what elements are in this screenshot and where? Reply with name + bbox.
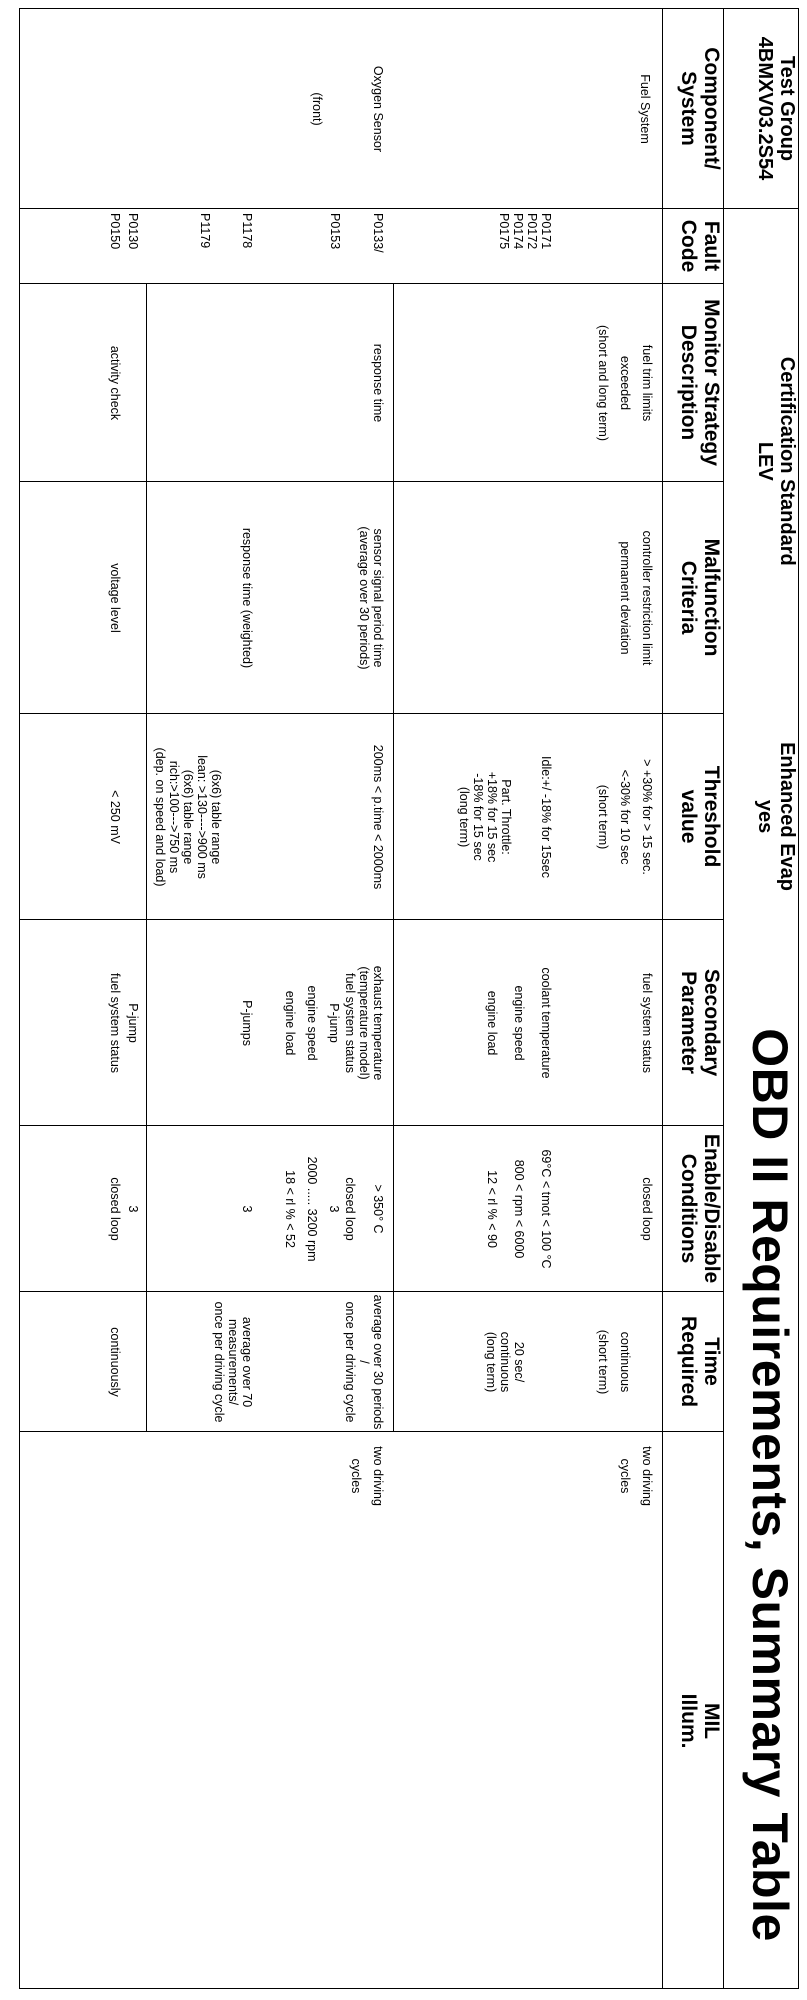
threshold-cell: [20, 714, 663, 920]
threshold-text: (6x6) table range: [181, 769, 195, 865]
monitor-text: response time: [371, 343, 385, 423]
title-cell: [724, 920, 799, 1989]
mil-text: two driving: [640, 1446, 654, 1506]
threshold-text: Idle:+/ -18% for 15sec: [539, 756, 553, 879]
col-header-text: MIL: [700, 1702, 723, 1740]
monitor-strategy-cell: [20, 284, 663, 482]
col-header-text: Illum.: [677, 1693, 700, 1749]
malfunction-text: voltage level: [108, 563, 122, 633]
col-header-text: Component/: [700, 47, 723, 170]
col-header-component: [663, 9, 724, 209]
secondary-text: fuel system status: [640, 973, 654, 1074]
enable-text: 800 < rpm < 6000: [512, 1159, 526, 1259]
row-divider: [393, 714, 394, 919]
col-header-text: Fault: [700, 220, 723, 272]
malfunction-cell: [20, 482, 663, 714]
col-header-text: Parameter: [677, 971, 700, 1074]
enable-text: 12 < rl % < 90: [485, 1170, 499, 1248]
secondary-text: P-jump: [126, 1003, 140, 1043]
secondary-text: engine load: [485, 990, 499, 1056]
secondary-text: P-jump: [327, 1003, 341, 1043]
col-header-text: Secondary: [700, 968, 723, 1077]
row-divider: [146, 1292, 147, 1431]
code: P0150: [108, 213, 122, 250]
monitor-text: exceeded: [618, 355, 632, 411]
monitor-text: activity check: [108, 345, 122, 421]
enable-text: closed loop: [108, 1177, 122, 1241]
enable-text: 3: [126, 1205, 140, 1213]
threshold-text: < 250 mV: [108, 790, 122, 844]
row-divider: [393, 284, 394, 481]
col-header-text: Threshold: [700, 765, 723, 868]
component-oxygen-sensor: Oxygen Sensor: [371, 65, 385, 153]
secondary-text: engine speed: [512, 985, 526, 1061]
component-fuel-system: Fuel System: [638, 74, 652, 144]
row-divider: [393, 1126, 394, 1291]
evap-cell: [724, 714, 799, 920]
time-text: continuous: [498, 1331, 512, 1393]
time-text: measurements/: [226, 1318, 240, 1406]
enable-text: 18 < rl % < 52: [283, 1170, 297, 1248]
time-text: continuously: [108, 1327, 122, 1397]
test-group-value: 4BMXV03.2S54: [754, 36, 776, 181]
secondary-text: engine speed: [305, 985, 319, 1061]
threshold-text: (dep. on speed and load): [153, 747, 167, 887]
secondary-text: engine load: [283, 990, 297, 1056]
time-text: once per driving cycle: [212, 1301, 226, 1423]
col-header-secondary: [663, 920, 724, 1126]
threshold-text: +18% for 15 sec: [485, 771, 499, 863]
time-text: (short term): [596, 1329, 610, 1395]
document-title: OBD II Requirements, Summary Table: [742, 1028, 798, 1942]
malfunction-text: (average over 30 periods): [357, 526, 371, 670]
threshold-text: (6x6) table range: [209, 769, 223, 865]
threshold-text: lean: >130---->900 ms: [195, 755, 209, 879]
component-cell: [20, 9, 663, 209]
secondary-text: exhaust temperature: [371, 965, 385, 1081]
col-header-text: Criteria: [677, 560, 700, 635]
col-header-text: value: [677, 789, 700, 844]
certification-label: Certification Standard: [776, 356, 798, 566]
row-divider: [146, 284, 147, 481]
col-header-monitor-strategy: [663, 284, 724, 482]
time-text: 20 sec/: [512, 1341, 526, 1383]
code: P0171: [539, 213, 553, 250]
code: P0130: [126, 213, 140, 250]
row-divider: [146, 482, 147, 713]
monitor-text: fuel trim limits: [640, 344, 654, 422]
mil-text: two driving: [371, 1446, 385, 1506]
col-header-mil: [663, 1432, 724, 1989]
col-header-text: Malfunction: [700, 538, 723, 657]
secondary-text: fuel system status: [108, 973, 122, 1074]
row-divider: [146, 1126, 147, 1291]
time-text: /: [357, 1360, 371, 1364]
enable-text: 69°C < tmot < 100 °C: [539, 1149, 553, 1269]
col-header-text: Time: [700, 1337, 723, 1386]
col-header-text: Enable/Disable: [700, 1133, 723, 1284]
row-divider: [393, 482, 394, 713]
time-text: (long term): [484, 1331, 498, 1393]
time-text: average over 30 periods: [371, 1294, 385, 1430]
row-divider: [146, 714, 147, 919]
mil-cell: [20, 1432, 663, 1989]
enable-text: closed loop: [343, 1177, 357, 1241]
time-text: once per driving cycle: [343, 1301, 357, 1423]
fault-code-cell: [20, 209, 663, 284]
certification-cell: [724, 209, 799, 714]
enable-text: closed loop: [640, 1177, 654, 1241]
enable-cell: [20, 1126, 663, 1292]
evap-value: yes: [754, 799, 776, 834]
mil-text: cycles: [349, 1458, 363, 1494]
row-divider: [146, 920, 147, 1125]
threshold-text: (long term): [457, 786, 471, 848]
evap-label: Enhanced Evap: [776, 742, 798, 891]
component-oxygen-sensor-front: (front): [310, 92, 324, 126]
time-required-cell: [20, 1292, 663, 1432]
time-text: average over 70: [240, 1316, 254, 1408]
col-header-text: Monitor Strategy: [700, 299, 723, 466]
malfunction-text: permanent deviation: [618, 541, 632, 655]
obd-summary-table: [19, 8, 799, 1989]
row-divider: [393, 920, 394, 1125]
threshold-text: Part. Throttle:: [499, 779, 513, 855]
code: P0172: [525, 213, 539, 250]
col-header-threshold: [663, 714, 724, 920]
secondary-text: coolant temperature: [539, 967, 553, 1079]
col-header-text: System: [677, 71, 700, 146]
malfunction-text: controller restriction limit: [640, 530, 654, 666]
enable-text: 3: [327, 1205, 341, 1213]
col-header-enable: [663, 1126, 724, 1292]
time-text: continuous: [618, 1331, 632, 1393]
col-header-text: Code: [677, 219, 700, 273]
code: P0133/: [371, 213, 385, 253]
code: P1178: [240, 213, 254, 249]
threshold-text: <-30% for 10 sec: [618, 769, 632, 865]
row-divider: [393, 1292, 394, 1431]
col-header-fault-code: [663, 209, 724, 284]
secondary-text: fuel system status: [343, 973, 357, 1074]
malfunction-text: response time (weighted): [240, 527, 254, 669]
enable-text: > 350° C: [371, 1184, 385, 1234]
test-group-label: Test Group: [776, 55, 798, 162]
threshold-text: -18% for 15 sec: [471, 773, 485, 861]
mil-text: cycles: [618, 1458, 632, 1494]
test-group-cell: [724, 9, 799, 209]
code: P1179: [198, 213, 212, 249]
threshold-text: 200ms < p.time < 2000ms: [371, 744, 385, 890]
enable-text: 3: [240, 1205, 254, 1213]
secondary-text: (temperature model): [357, 966, 371, 1080]
code: P0175: [497, 213, 511, 250]
col-header-malfunction: [663, 482, 724, 714]
code: P0174: [511, 213, 525, 250]
threshold-text: (short term): [596, 784, 610, 850]
certification-value: LEV: [754, 441, 776, 481]
secondary-cell: [20, 920, 663, 1126]
secondary-text: P-jumps: [240, 1000, 254, 1046]
code: P0153: [328, 213, 342, 250]
col-header-time: [663, 1292, 724, 1432]
col-header-text: Conditions: [677, 1153, 700, 1264]
monitor-text: (short and long term): [596, 324, 610, 442]
threshold-text: rich:>100--->750 ms: [167, 760, 181, 874]
malfunction-text: sensor signal period time: [371, 528, 385, 668]
col-header-text: Description: [677, 324, 700, 441]
threshold-text: > +30% for > 15 sec.: [640, 759, 654, 875]
enable-text: 2000 ..... 3200 rpm: [305, 1156, 319, 1262]
col-header-text: Required: [677, 1316, 700, 1408]
